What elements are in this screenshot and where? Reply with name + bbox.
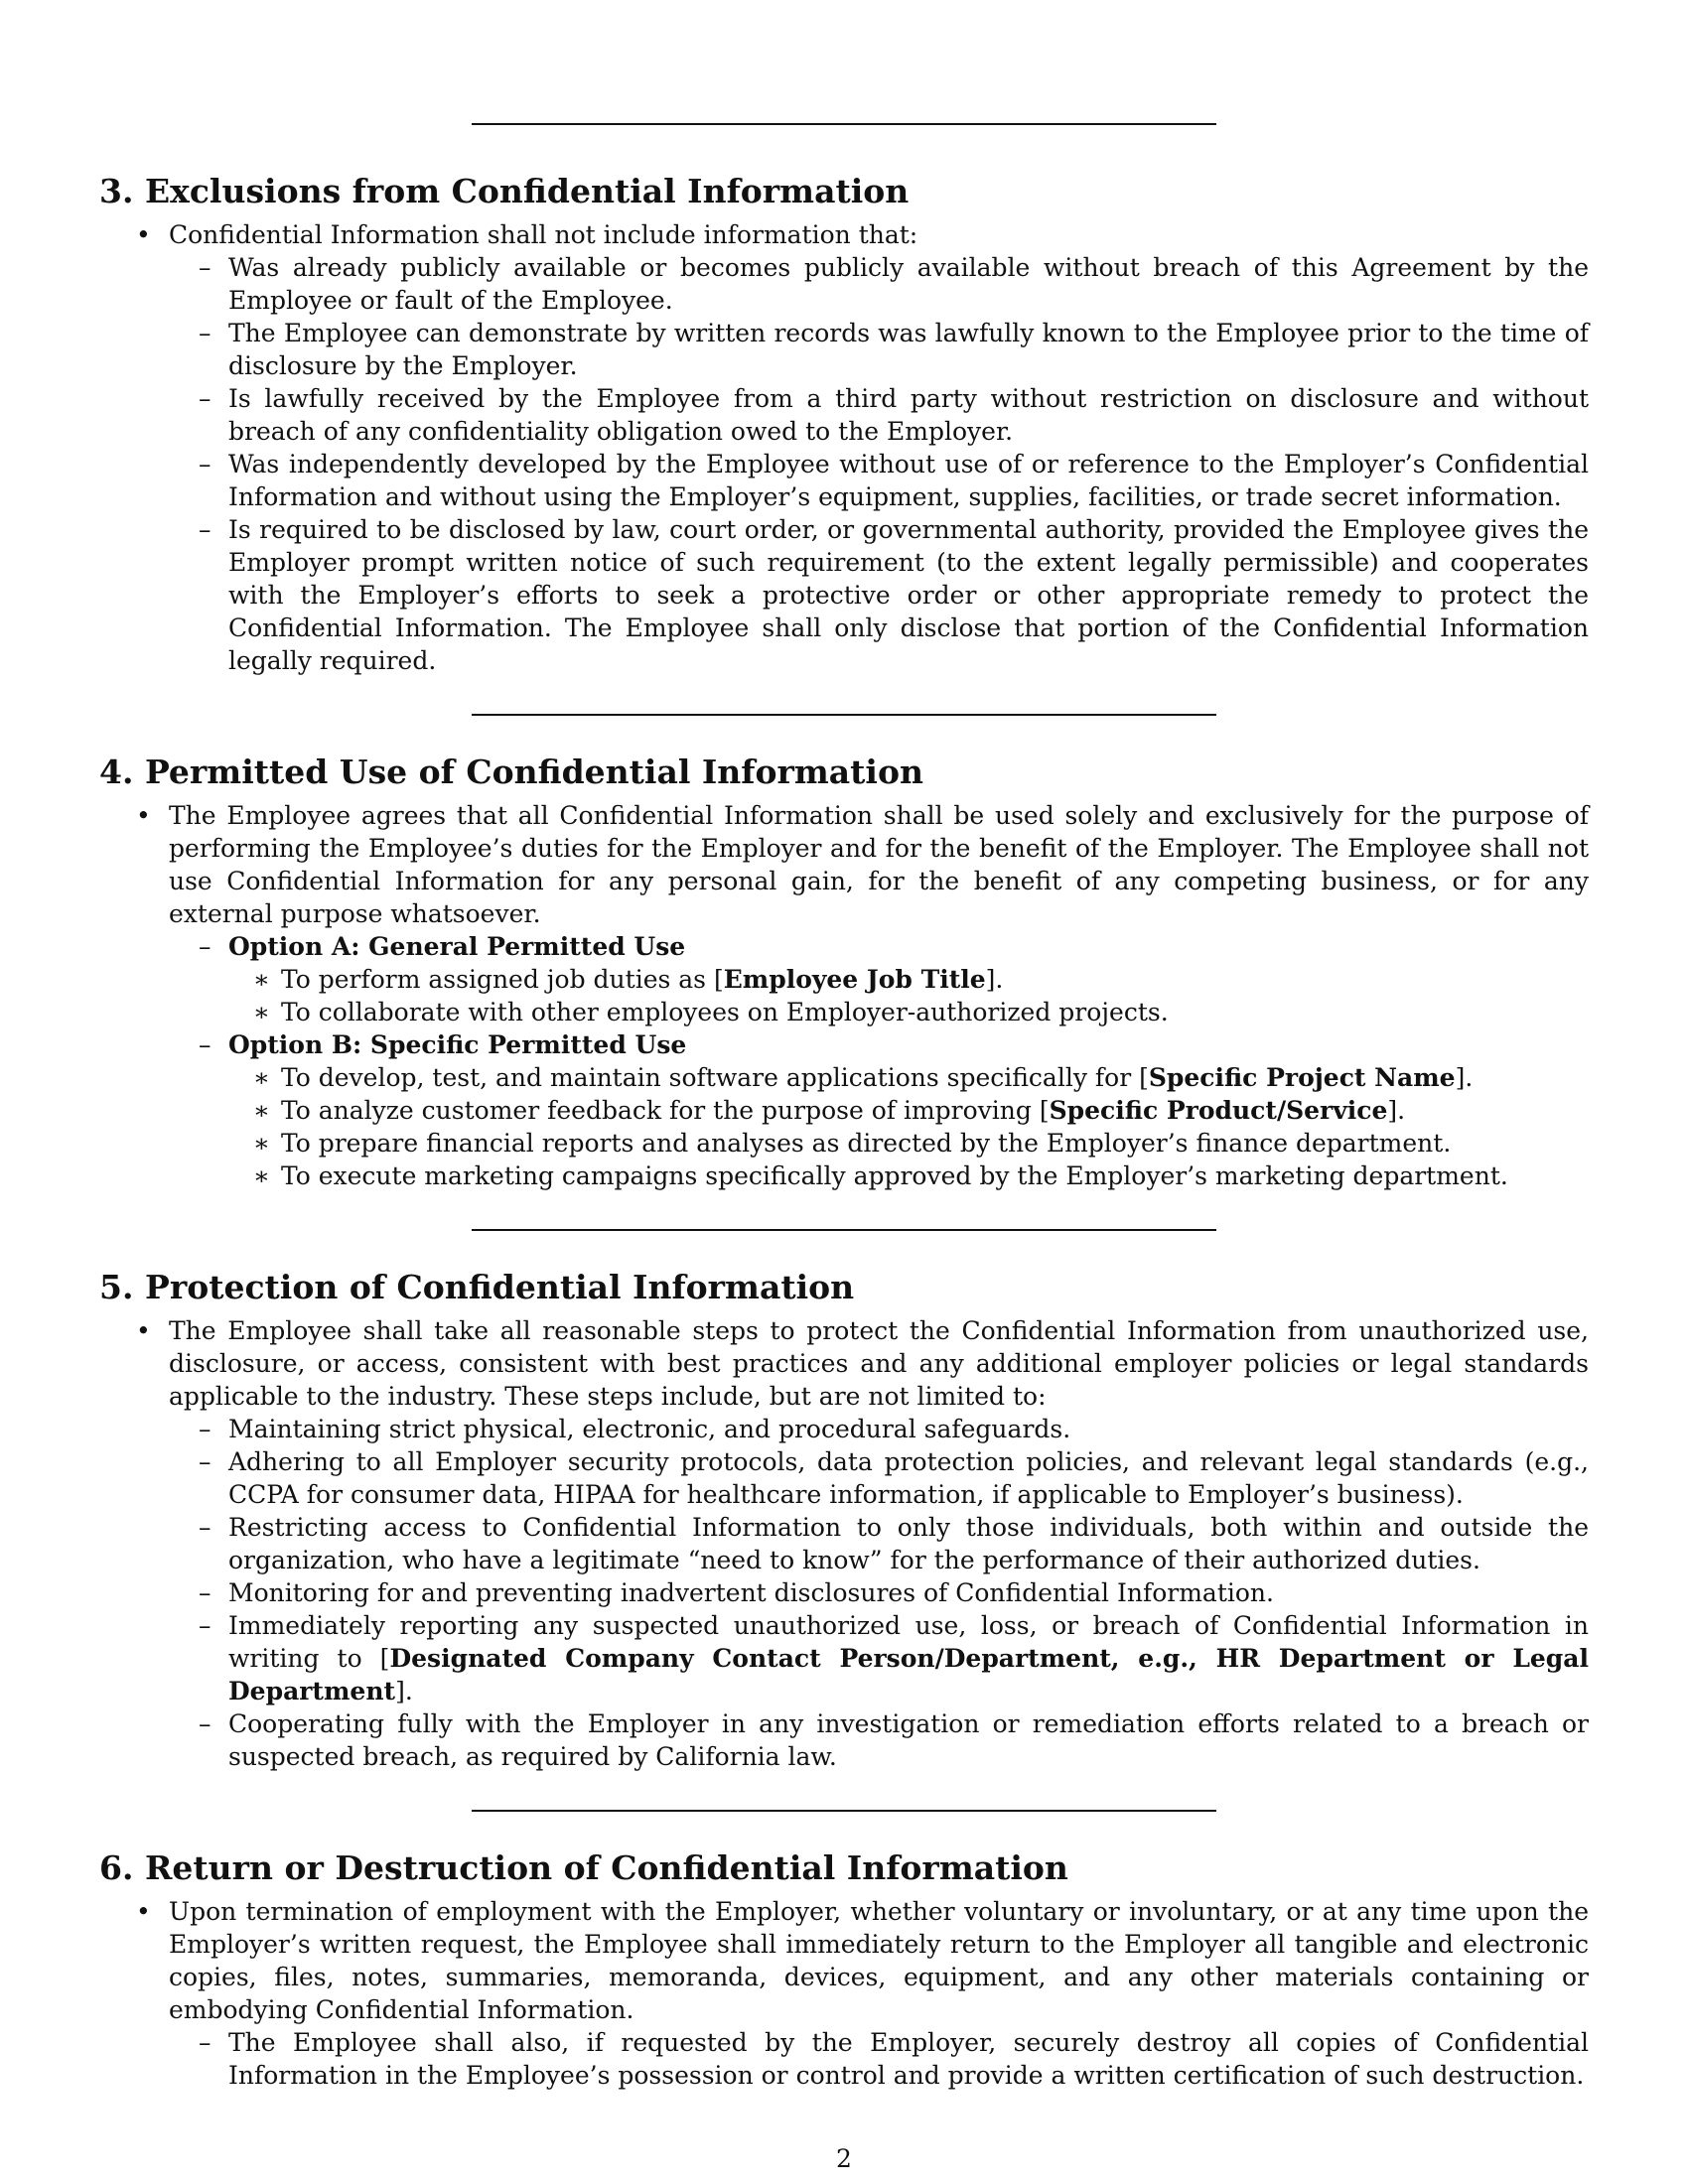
bullet-list xyxy=(99,1895,1589,2092)
section-return-destruction xyxy=(99,1847,1589,2092)
list-item: ∗ To develop, test, and maintain software applications specifically for [Specific Project Name]. xyxy=(228,1061,1589,1094)
list-item: – Adhering to all Employer security protocols, data protection policies, and relevant legal standards (e.g., CCPA for consumer data, HIPAA for healthcare information, if applicable to Employer’s business). xyxy=(169,1445,1589,1511)
section-title: Permitted Use of Confidential Information xyxy=(145,752,923,791)
sub-list xyxy=(99,2026,1589,2092)
list-item: – Immediately reporting any suspected unauthorized use, loss, or breach of Confidential Information in writing to [Designated Company Contact Person/Department, e.g., HR Department or Legal Department]. xyxy=(169,1609,1589,1707)
top-rule xyxy=(472,123,1216,125)
option-a xyxy=(169,930,1589,1028)
section-number: 3. xyxy=(99,172,134,210)
placeholder-field: Specific Product/Service xyxy=(1049,1096,1388,1125)
list-item: ∗ To execute marketing campaigns specifically approved by the Employer’s marketing department. xyxy=(228,1160,1589,1192)
sub-sub-list xyxy=(228,963,1589,1028)
page-number: 2 xyxy=(836,2144,852,2173)
option-heading: Option A: General Permitted Use xyxy=(228,932,686,961)
list-item: • Upon termination of employment with the Employer, whether voluntary or involuntary, or at any time upon the Employer’s written request, the Employee shall immediately return to the Employer all tangible and electronic copies, files, notes, summaries, memoranda, devices, equipment, and any other materials containing or embodying Confidential Information. – The Employee shall also, if requested by the Employer, securely destroy all copies of Confidential Information in the Employee’s possession or control and provide a written certification of such destruction. xyxy=(99,1895,1589,2092)
section-heading xyxy=(99,751,1589,793)
section-heading xyxy=(99,1267,1589,1308)
option-b xyxy=(169,1028,1589,1192)
bullet-list xyxy=(99,1314,1589,1773)
section-heading xyxy=(99,1847,1589,1889)
list-item: ∗ To perform assigned job duties as [Employee Job Title]. xyxy=(228,963,1589,996)
placeholder-field: Specific Project Name xyxy=(1148,1063,1456,1092)
section-number: 5. xyxy=(99,1268,134,1306)
sub-list xyxy=(99,1413,1589,1773)
placeholder-field: Employee Job Title xyxy=(723,965,986,994)
section-title: Exclusions from Confidential Information xyxy=(145,172,910,210)
list-item: ∗ To analyze customer feedback for the purpose of improving [Specific Product/Service]. xyxy=(228,1094,1589,1127)
list-item: ∗ To prepare financial reports and analyses as directed by the Employer’s finance department. xyxy=(228,1127,1589,1160)
list-item: – Was independently developed by the Employee without use of or reference to the Employer’s Confidential Information and without using the Employer’s equipment, supplies, facilities, or trade secret information. xyxy=(169,448,1589,513)
section-title: Protection of Confidential Information xyxy=(145,1268,855,1306)
list-item: – The Employee can demonstrate by written records was lawfully known to the Employee prior to the time of disclosure by the Employer. xyxy=(169,317,1589,382)
section-exclusions xyxy=(99,171,1589,677)
option-heading: Option B: Specific Permitted Use xyxy=(228,1030,687,1059)
sub-sub-list xyxy=(228,1061,1589,1192)
list-item: – Maintaining strict physical, electronic, and procedural safeguards. xyxy=(169,1413,1589,1445)
section-divider xyxy=(472,1810,1216,1812)
list-item: ∗ To collaborate with other employees on Employer-authorized projects. xyxy=(228,996,1589,1028)
list-item: • The Employee agrees that all Confidential Information shall be used solely and exclusively for the purpose of performing the Employee’s duties for the Employer and for the benefit of the Employer. The Employee shall not use Confidential Information for any personal gain, for the benefit of any competing business, or for any external purpose whatsoever. – Option A: General Permitted Use ∗ To perform assigned job duties as [Employee Job Title]. ∗ To collaborate with other employees on Employer-authorized projects. – Option B: Specific Permitted Use ∗ To develop, test, and maintain software applications specifically for [Specific Project Name]. ∗ To analyze customer feedback for the purpose of improving [Specific Product/Service]. ∗ To prepare financial reports and analyses as directed by the Employer’s finance department. ∗ To execute marketing campaigns specifically approved by the Employer’s marketing department. xyxy=(99,799,1589,1192)
list-item: • The Employee shall take all reasonable steps to protect the Confidential Information from unauthorized use, disclosure, or access, consistent with best practices and any additional employer policies or legal standards applicable to the industry. These steps include, but are not limited to: – Maintaining strict physical, electronic, and procedural safeguards. – Adhering to all Employer security protocols, data protection policies, and relevant legal standards (e.g., CCPA for consumer data, HIPAA for healthcare information, if applicable to Employer’s business). – Restricting access to Confidential Information to only those individuals, both within and outside the organization, who have a legitimate “need to know” for the performance of their authorized duties. – Monitoring for and preventing inadvertent disclosures of Confidential Information. – Immediately reporting any suspected unauthorized use, loss, or breach of Confidential Information in writing to [Designated Company Contact Person/Department, e.g., HR Department or Legal Department]. – Cooperating fully with the Employer in any investigation or remediation efforts related to a breach or suspected breach, as required by California law. xyxy=(99,1314,1589,1773)
placeholder-field: Designated Company Contact Person/Department, e.g., HR Department or Legal Department xyxy=(228,1644,1589,1706)
page-content xyxy=(99,171,1589,2092)
section-divider xyxy=(472,1229,1216,1231)
list-item: – Monitoring for and preventing inadvertent disclosures of Confidential Information. xyxy=(169,1576,1589,1609)
section-title: Return or Destruction of Confidential Information xyxy=(145,1848,1068,1887)
section-heading xyxy=(99,171,1589,212)
section-permitted-use xyxy=(99,751,1589,1192)
section-number: 6. xyxy=(99,1848,134,1887)
sub-list xyxy=(99,930,1589,1192)
sub-list xyxy=(99,251,1589,677)
section-divider xyxy=(472,714,1216,716)
bullet-list xyxy=(99,799,1589,1192)
list-item: – Is required to be disclosed by law, court order, or governmental authority, provided the Employee gives the Employer prompt written notice of such requirement (to the extent legally permissible) and cooperates with the Employer’s efforts to seek a protective order or other appropriate remedy to protect the Confidential Information. The Employee shall only disclose that portion of the Confidential Information legally required. xyxy=(169,513,1589,677)
list-item: – Cooperating fully with the Employer in any investigation or remediation efforts related to a breach or suspected breach, as required by California law. xyxy=(169,1707,1589,1773)
list-item: – Was already publicly available or becomes publicly available without breach of this Agreement by the Employee or fault of the Employee. xyxy=(169,251,1589,317)
section-number: 4. xyxy=(99,752,134,791)
bullet-list xyxy=(99,218,1589,677)
list-item: • Confidential Information shall not include information that: – Was already publicly available or becomes publicly available without breach of this Agreement by the Employee or fault of the Employee. – The Employee can demonstrate by written records was lawfully known to the Employee prior to the time of disclosure by the Employer. – Is lawfully received by the Employee from a third party without restriction on disclosure and without breach of any confidentiality obligation owed to the Employer. – Was independently developed by the Employee without use of or reference to the Employer’s Confidential Information and without using the Employer’s equipment, supplies, facilities, or trade secret information. – Is required to be disclosed by law, court order, or governmental authority, provided the Employee gives the Employer prompt written notice of such requirement (to the extent legally permissible) and cooperates with the Employer’s efforts to seek a protective order or other appropriate remedy to protect the Confidential Information. The Employee shall only disclose that portion of the Confidential Information legally required. xyxy=(99,218,1589,677)
section-protection xyxy=(99,1267,1589,1773)
list-item: – The Employee shall also, if requested by the Employer, securely destroy all copies of Confidential Information in the Employee’s possession or control and provide a written certification of such destruction. xyxy=(169,2026,1589,2092)
list-item: – Restricting access to Confidential Information to only those individuals, both within and outside the organization, who have a legitimate “need to know” for the performance of their authorized duties. xyxy=(169,1511,1589,1576)
list-item: – Is lawfully received by the Employee from a third party without restriction on disclosure and without breach of any confidentiality obligation owed to the Employer. xyxy=(169,382,1589,448)
